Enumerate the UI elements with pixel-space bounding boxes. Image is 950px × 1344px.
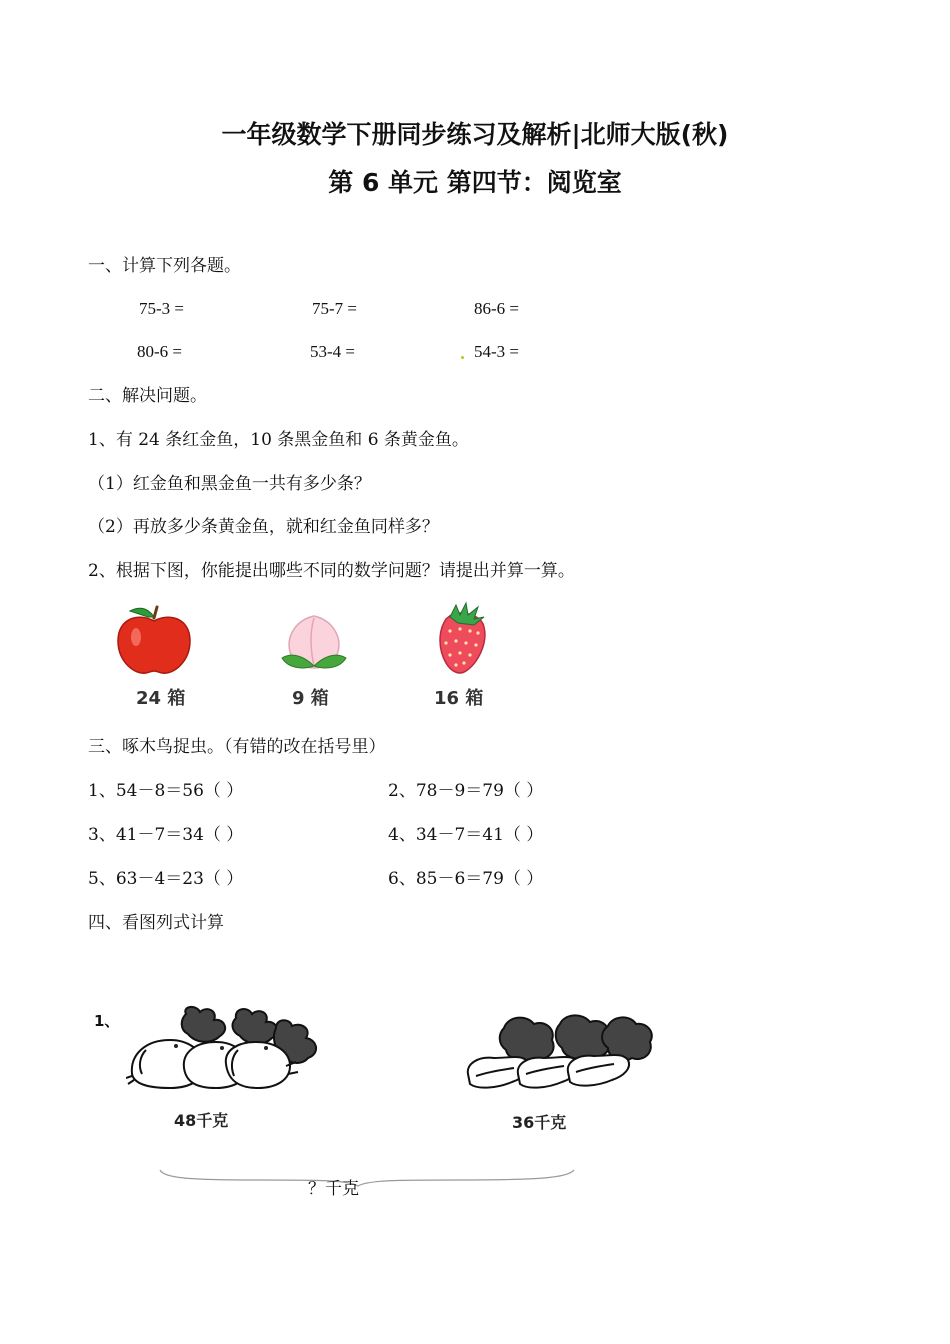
stray-mark [461, 356, 464, 359]
question-2: 2、根据下图，你能提出哪些不同的数学问题？请提出并算一算。 [88, 561, 575, 581]
fruit-label: 9 箱 [292, 688, 329, 709]
calc-problem: 53-4 = [310, 342, 355, 361]
correction-item: 4、34－7＝41（ ） [388, 825, 544, 845]
correction-item: 2、78－9＝79（ ） [388, 781, 544, 801]
calc-problem: 80-6 = [137, 342, 182, 361]
correction-item: 6、85－6＝79（ ） [388, 869, 544, 889]
strawberry-icon [430, 601, 494, 677]
calc-problem: 54-3 = [474, 342, 519, 361]
section-heading-1: 一、计算下列各题。 [88, 256, 241, 276]
correction-item: 5、63－4＝23（ ） [88, 869, 244, 889]
question-1: 1、有 24 条红金鱼，10 条黑金鱼和 6 条黄金鱼。 [88, 430, 469, 450]
calc-problem: 75-3 = [139, 299, 184, 318]
cabbage-weight-label: 36千克 [512, 1113, 567, 1132]
peach-icon [276, 608, 352, 678]
problem-number: 1、 [94, 1012, 120, 1030]
fruit-label: 16 箱 [434, 688, 484, 709]
fruit-label: 24 箱 [136, 688, 186, 709]
apple-icon [112, 603, 196, 677]
radish-icon [126, 1004, 326, 1094]
correction-item: 3、41－7＝34（ ） [88, 825, 244, 845]
section-heading-4: 四、看图列式计算 [88, 913, 224, 933]
page-title: 一年级数学下册同步练习及解析|北师大版(秋) [221, 120, 729, 149]
correction-item: 1、54－8＝56（ ） [88, 781, 244, 801]
section-heading-2: 二、解决问题。 [88, 386, 207, 406]
calc-problem: 86-6 = [474, 299, 519, 318]
page-subtitle: 第 6 单元 第四节：阅览室 [328, 168, 622, 197]
radish-weight-label: 48千克 [174, 1111, 229, 1130]
total-brace [158, 1168, 576, 1188]
question-1b: （2）再放多少条黄金鱼，就和红金鱼同样多？ [88, 517, 439, 537]
total-weight-label: ？千克 [308, 1179, 359, 1199]
section-heading-3: 三、啄木鸟捉虫。（有错的改在括号里） [88, 737, 386, 757]
calc-problem: 75-7 = [312, 299, 357, 318]
question-1a: （1）红金鱼和黑金鱼一共有多少条？ [88, 474, 371, 494]
cabbage-icon [464, 1012, 656, 1098]
